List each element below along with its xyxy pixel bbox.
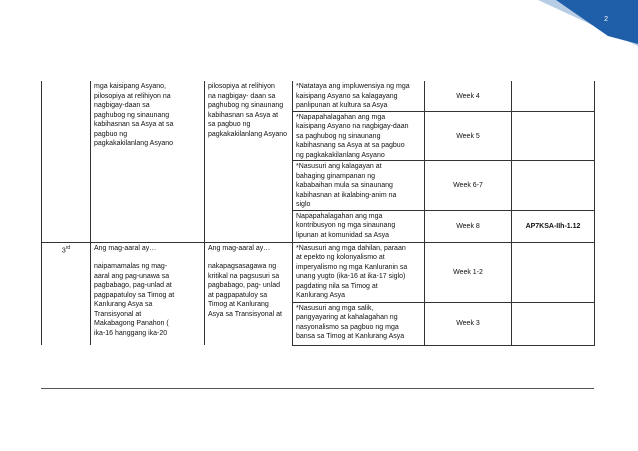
code-cell [512,161,595,211]
performance-line: nakapagsasagawa ng [208,263,277,270]
content-line: Makabagong Panahon ( [94,320,169,327]
competency-line: sa paghubog ng sinaunang [296,132,381,140]
performance-line: at pagpapatuloy sa [208,291,268,299]
competency-line: pangyayaring at kahalagahan ng [296,314,398,321]
performance-standard-cell [205,81,293,242]
quarter-suffix: rd [65,244,71,251]
code-cell [512,302,595,345]
competency-line: bahaging ginampanan ng [296,172,376,180]
competency-line: ng pagkakakilanlang Asyano [296,151,385,159]
performance-line: na nagbigay- daan sa [208,92,276,100]
performance-line: Timog at Kanlurang [208,301,269,308]
performance-line: kritikal na pagsusuri sa [208,272,280,280]
curriculum-table [41,81,595,346]
performance-line: pilosopiya at relihiyon [208,83,275,90]
competency-line: siglo [296,201,311,208]
competency-line: *Nasusuri ang mga dahilan, paraan [296,244,406,252]
competency-cell [293,161,425,211]
content-line: pilosopiya at relihiyon na [94,92,171,100]
content-line: kabihasnan sa Asya at sa [94,121,174,128]
content-line: pagbuo ng [94,130,128,138]
page-number: 2 [604,16,608,23]
week-cell: Week 6-7 [425,161,512,211]
performance-line: Asya sa Transisyonal at [208,310,282,318]
performance-line: pagkakakilanlang Asyano [208,130,288,138]
competency-line: kontribusyon ng mga sinaunang [296,222,396,229]
table-row [42,81,595,111]
competency-line: kaisipang Asyano na nagbigay-daan [296,123,409,130]
competency-line: unang yugto (ika-16 at ika-17 siglo) [296,273,406,280]
competency-cell [293,210,425,242]
content-line: Transisyonal at [94,310,142,318]
content-line: pagpapatuloy sa Timog at [94,291,175,299]
performance-line: paghubog ng sinaunang [208,102,284,109]
content-line: naipamamalas ng mag- [94,263,168,270]
competency-line: *Natataya ang impluwensiya ng mga [296,83,410,90]
performance-line: kabihasnan sa Asya at [208,111,279,119]
week-cell: Week 5 [425,111,512,161]
week-cell: Week 1-2 [425,242,512,302]
corner-dark-shape [556,0,638,44]
content-line: Kanlurang Asya sa [94,301,153,308]
content-standard-cell [91,242,205,345]
competency-cell [293,302,425,345]
content-line: paghubog ng sinaunang [94,111,170,119]
performance-line: sa pagbuo ng [208,121,251,128]
performance-standard-cell [205,242,293,345]
competency-line: kabihasnang sa Asya at sa pagbuo [296,142,405,149]
competency-line: imperyalismo ng mga Kanluranin sa [296,263,408,271]
competency-line: kababaihan mula sa sinaunang [296,182,393,189]
competency-line: Napapahalagahan ang mga [296,212,383,220]
competency-line: *Nasusuri ang kalagayan at [296,163,382,170]
content-heading: Ang mag-aaral ay… [94,244,157,252]
code-cell: AP7KSA-IIh-1.12 [512,210,595,242]
content-line: aaral ang pag-unawa sa [94,272,170,280]
page-bottom-rule [41,388,594,389]
content-standard-cell [91,81,205,242]
competency-line: Kanlurang Asya [296,292,346,299]
quarter-label: 3 [61,246,66,254]
code-cell [512,81,595,111]
quarter-cell [42,242,91,345]
week-cell: Week 4 [425,81,512,111]
week-cell: Week 8 [425,210,512,242]
competency-line: nasyonalismo sa pagbuo ng mga [296,323,399,331]
content-line: ika-16 hanggang ika-20 [94,329,168,337]
competency-cell [293,81,425,111]
competency-line: bansa sa Timog at Kanlurang Asya [296,333,405,340]
competency-cell [293,242,425,302]
competency-line: panlipunan at kultura sa Asya [296,102,388,109]
competency-line: at epekto ng kolonyalismo at [296,254,385,261]
content-line: mga kaisipang Asyano, [94,83,166,90]
content-line: nagbigay-daan sa [94,102,150,109]
competency-line: kaisipang Asyano sa kalagayang [296,92,398,100]
code-cell [512,111,595,161]
corner-decoration [518,0,638,50]
week-cell: Week 3 [425,302,512,345]
competency-line: *Napapahalagahan ang mga [296,113,386,121]
quarter-cell [42,81,91,242]
table-row [42,242,595,302]
competency-line: kabihasnan at ikalabing-anim na [296,191,397,199]
competency-line: pagdating nila sa Timog at [296,282,378,290]
competency-line: *Nasusuri ang mga salik, [296,304,374,312]
performance-line: pagbabago, pag- unlad [208,282,281,289]
content-line: pagbabago, pag-unlad at [94,282,172,289]
competency-line: lipunan at komunidad sa Asya [296,231,390,239]
code-cell [512,242,595,302]
content-line: pagkakakilanlang Asyano [94,140,174,147]
competency-cell [293,111,425,161]
performance-heading: Ang mag-aaral ay… [208,244,271,252]
